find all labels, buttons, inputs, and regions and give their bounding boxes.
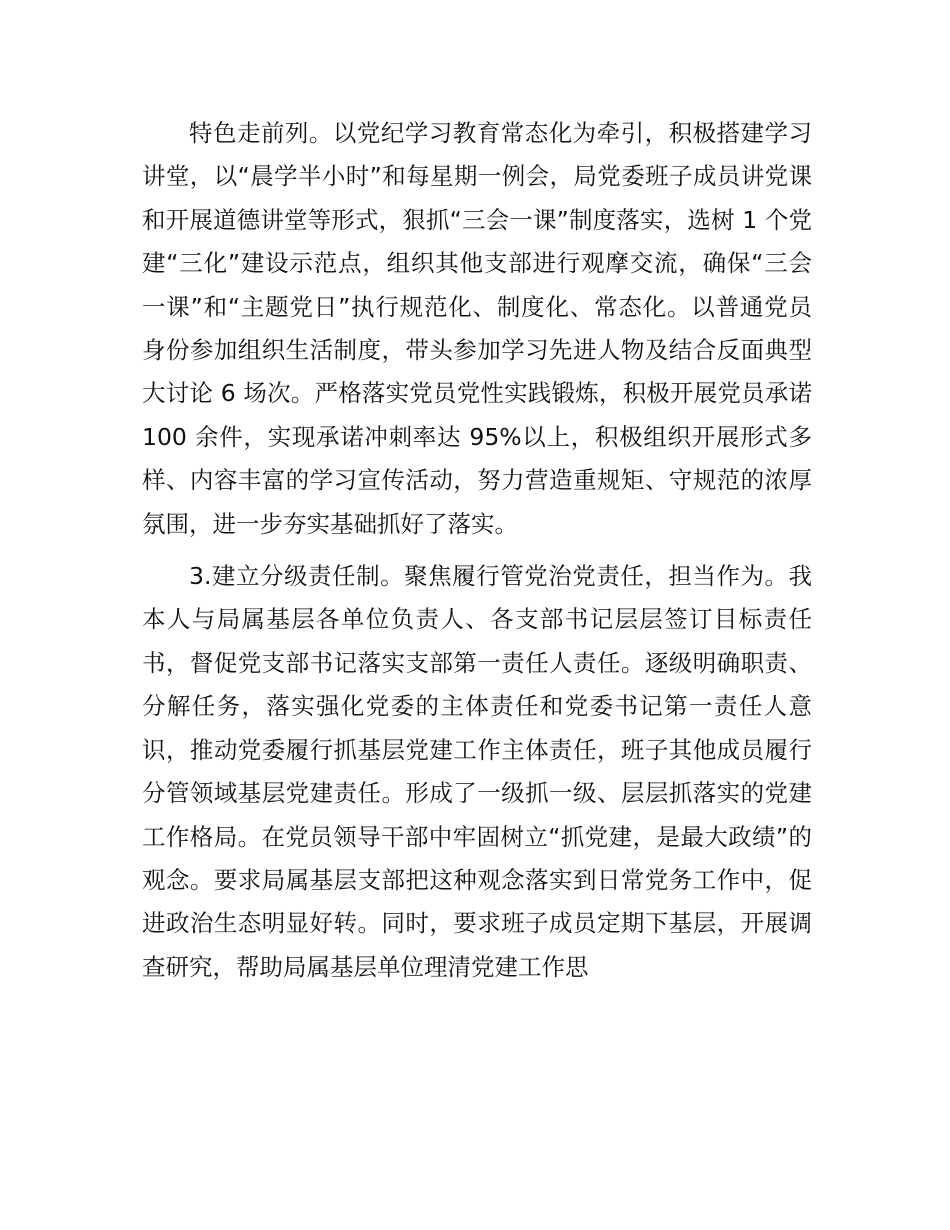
paragraph-continued: 特色走前列。以党纪学习教育常态化为牵引，积极搭建学习讲堂，以“晨学半小时”和每星期一例会，局党委班子成员讲党课和开展道德讲堂等形式，狠抓“三会一课”制度落实，选树 1 个党建“三化”建设示范点，组织其他支部进行观摩交流，确保“三会一课”和“主题党日”执行规范化、制度化、常态化。以普通党员身份参加组织生活制度，带头参加学习先进人物及结合反面典型大讨论 6 场次。严格落实党员党性实践锻炼，积极开展党员承诺 100 余件，实现承诺冲刺率达 95%以上，积极组织开展形式多样、内容丰富的学习宣传活动，努力营造重规矩、守规范的浓厚氛围，进一步夯实基础抓好了落实。	[142, 119, 812, 538]
paragraph-section-3: 3.建立分级责任制。聚焦履行管党治党责任，担当作为。我本人与局属基层各单位负责人、各支部书记层层签订目标责任书，督促党支部书记落实支部第一责任人责任。逐级明确职责、分解任务，落实强化党委的主体责任和党委书记第一责任人意识，推动党委履行抓基层党建工作主体责任，班子其他成员履行分管领域基层党建责任。形成了一级抓一级、层层抓落实的党建工作格局。在党员领导干部中牢固树立“抓党建，是最大政绩”的观念。要求局属基层支部把这种观念落实到日常党务工作中，促进政治生态明显好转。同时，要求班子成员定期下基层，开展调查研究，帮助局属基层单位理清党建工作思	[142, 562, 812, 981]
document-body	[142, 112, 812, 989]
